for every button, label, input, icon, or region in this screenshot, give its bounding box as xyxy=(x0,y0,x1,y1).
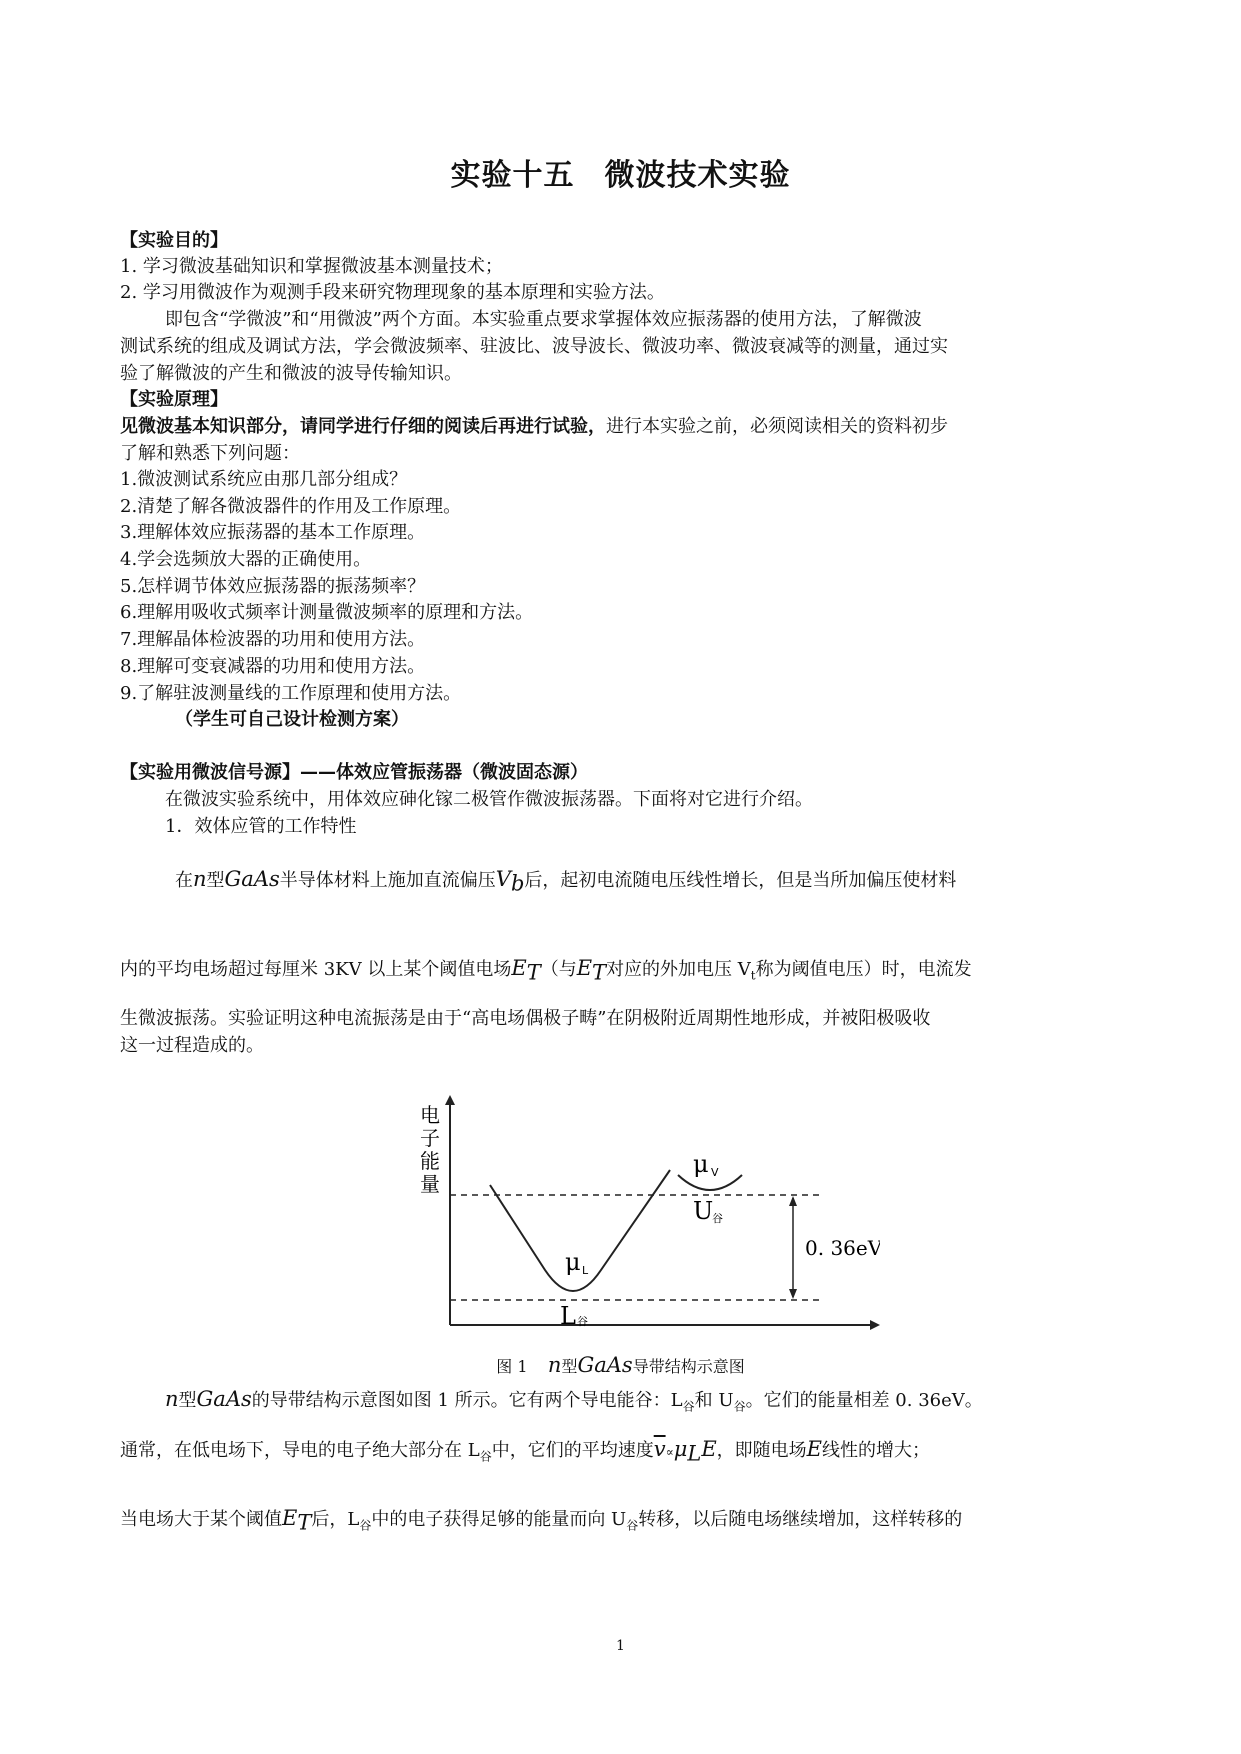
mu-l-subscript: L xyxy=(582,1264,589,1277)
u-valley-subscript: 谷 xyxy=(712,1212,723,1225)
l-valley-subscript: 谷 xyxy=(577,1315,588,1328)
l-valley-label: L xyxy=(560,1302,576,1330)
question-4: 4.学会选频放大器的正确使用。 xyxy=(120,549,372,570)
question-8: 8.理解可变衰减器的功用和使用方法。 xyxy=(120,656,426,677)
section-heading-principle: 【实验原理】 xyxy=(120,389,228,410)
u-valley-label: U xyxy=(693,1197,714,1225)
u-valley-curve xyxy=(678,1175,742,1190)
purpose-item-1: 1. 学习微波基础知识和掌握微波基本测量技术； xyxy=(120,256,503,277)
question-5: 5.怎样调节体效应振荡器的振荡频率？ xyxy=(120,576,426,597)
principle-line-2: 了解和熟悉下列问题： xyxy=(120,443,300,464)
title-part-1: 实验十五 xyxy=(450,158,575,193)
question-9: 9.了解驻波测量线的工作原理和使用方法。 xyxy=(120,683,462,704)
mu-v-subscript: V xyxy=(711,1166,719,1179)
purpose-paragraph-line-2: 测试系统的组成及调试方法，学会微波频率、驻波比、波导波长、微波功率、微波衰减等的测量，通过实 xyxy=(120,336,948,357)
paragraph-6: 通常，在低电场下，导电的电子绝大部分在 $L_谷$中，它们的平均速度$\overline{v}\propto\mu_LE$，即随电场E线性的增大； xyxy=(120,1437,930,1466)
purpose-item-2: 2. 学习用微波作为观测手段来研究物理现象的基本原理和实验方法。 xyxy=(120,282,665,303)
paragraph-3: 生微波振荡。实验证明这种电流振荡是由于“高电场偶极子畴”在阴极附近周期性地形成，并被阳极吸收 xyxy=(120,1008,931,1029)
principle-bold-text: 见微波基本知识部分，请同学进行仔细的阅读后再进行试验， xyxy=(120,416,606,437)
mu-l-label: μ xyxy=(565,1248,581,1276)
question-1: 1.微波测试系统应由那几部分组成？ xyxy=(120,469,408,490)
paragraph-7: 当电场大于某个阈值$E_T$后，$L_谷$中的电子获得足够的能量而向 $U_谷$转移，以后随电场继续增加，这样转移的 xyxy=(120,1506,963,1535)
source-intro: 在微波实验系统中，用体效应砷化镓二极管作微波振荡器。下面将对它进行介绍。 xyxy=(165,789,813,810)
principle-line-1 xyxy=(120,414,1123,440)
band-structure-diagram xyxy=(410,1080,880,1350)
principle-text: 进行本实验之前，必须阅读相关的资料初步 xyxy=(606,416,948,437)
paragraph-1: 在n型GaAs半导体材料上施加直流偏压$V_b$后，起初电流随电压线性增长，但是当所加偏压使材料 xyxy=(175,867,957,896)
paragraph-4: 这一过程造成的。 xyxy=(120,1035,264,1056)
question-7: 7.理解晶体检波器的功用和使用方法。 xyxy=(120,629,426,650)
question-3: 3.理解体效应振荡器的基本工作原理。 xyxy=(120,522,426,543)
question-6: 6.理解用吸收式频率计测量微波频率的原理和方法。 xyxy=(120,602,534,623)
paragraph-5: n型GaAs的导带结构示意图如图 1 所示。它有两个导电能谷：$L_谷$和 $U_谷$。它们的能量相差 0. 36eV。 xyxy=(165,1387,983,1414)
y-label-char-2: 子 xyxy=(420,1126,440,1150)
subheading-1: 1．效体应管的工作特性 xyxy=(165,816,357,837)
mu-v-label: μ xyxy=(693,1150,709,1178)
y-label-char-3: 能 xyxy=(420,1149,440,1173)
y-label-char-1: 电 xyxy=(420,1103,440,1127)
energy-gap-label: 0. 36eV xyxy=(805,1236,880,1260)
y-axis-arrow xyxy=(445,1095,455,1105)
title-part-2: 微波技术实验 xyxy=(604,158,791,193)
y-label-char-4: 量 xyxy=(420,1172,440,1196)
page-title xyxy=(0,150,1241,194)
band-structure-figure xyxy=(410,1080,880,1354)
design-note: （学生可自己设计检测方案） xyxy=(175,709,409,730)
section-heading-purpose: 【实验目的】 xyxy=(120,230,228,251)
paragraph-2: 内的平均电场超过每厘米 3KV 以上某个阈值电场$E_T$（与$E_T$对应的外加电压 $V_t$称为阈值电压）时，电流发 xyxy=(120,956,972,985)
purpose-paragraph-line-1: 即包含“学微波”和“用微波”两个方面。本实验重点要求掌握体效应振荡器的使用方法，了解微波 xyxy=(165,309,922,330)
page-number: 1 xyxy=(616,1638,625,1654)
x-axis-arrow xyxy=(870,1320,880,1330)
figure-caption: 图 1 n型GaAs导带结构示意图 xyxy=(496,1353,745,1377)
section-heading-source: 【实验用微波信号源】——体效应管振荡器（微波固态源） xyxy=(120,762,588,783)
purpose-paragraph-line-3: 验了解微波的产生和微波的波导传输知识。 xyxy=(120,363,462,384)
question-2: 2.清楚了解各微波器件的作用及工作原理。 xyxy=(120,496,462,517)
